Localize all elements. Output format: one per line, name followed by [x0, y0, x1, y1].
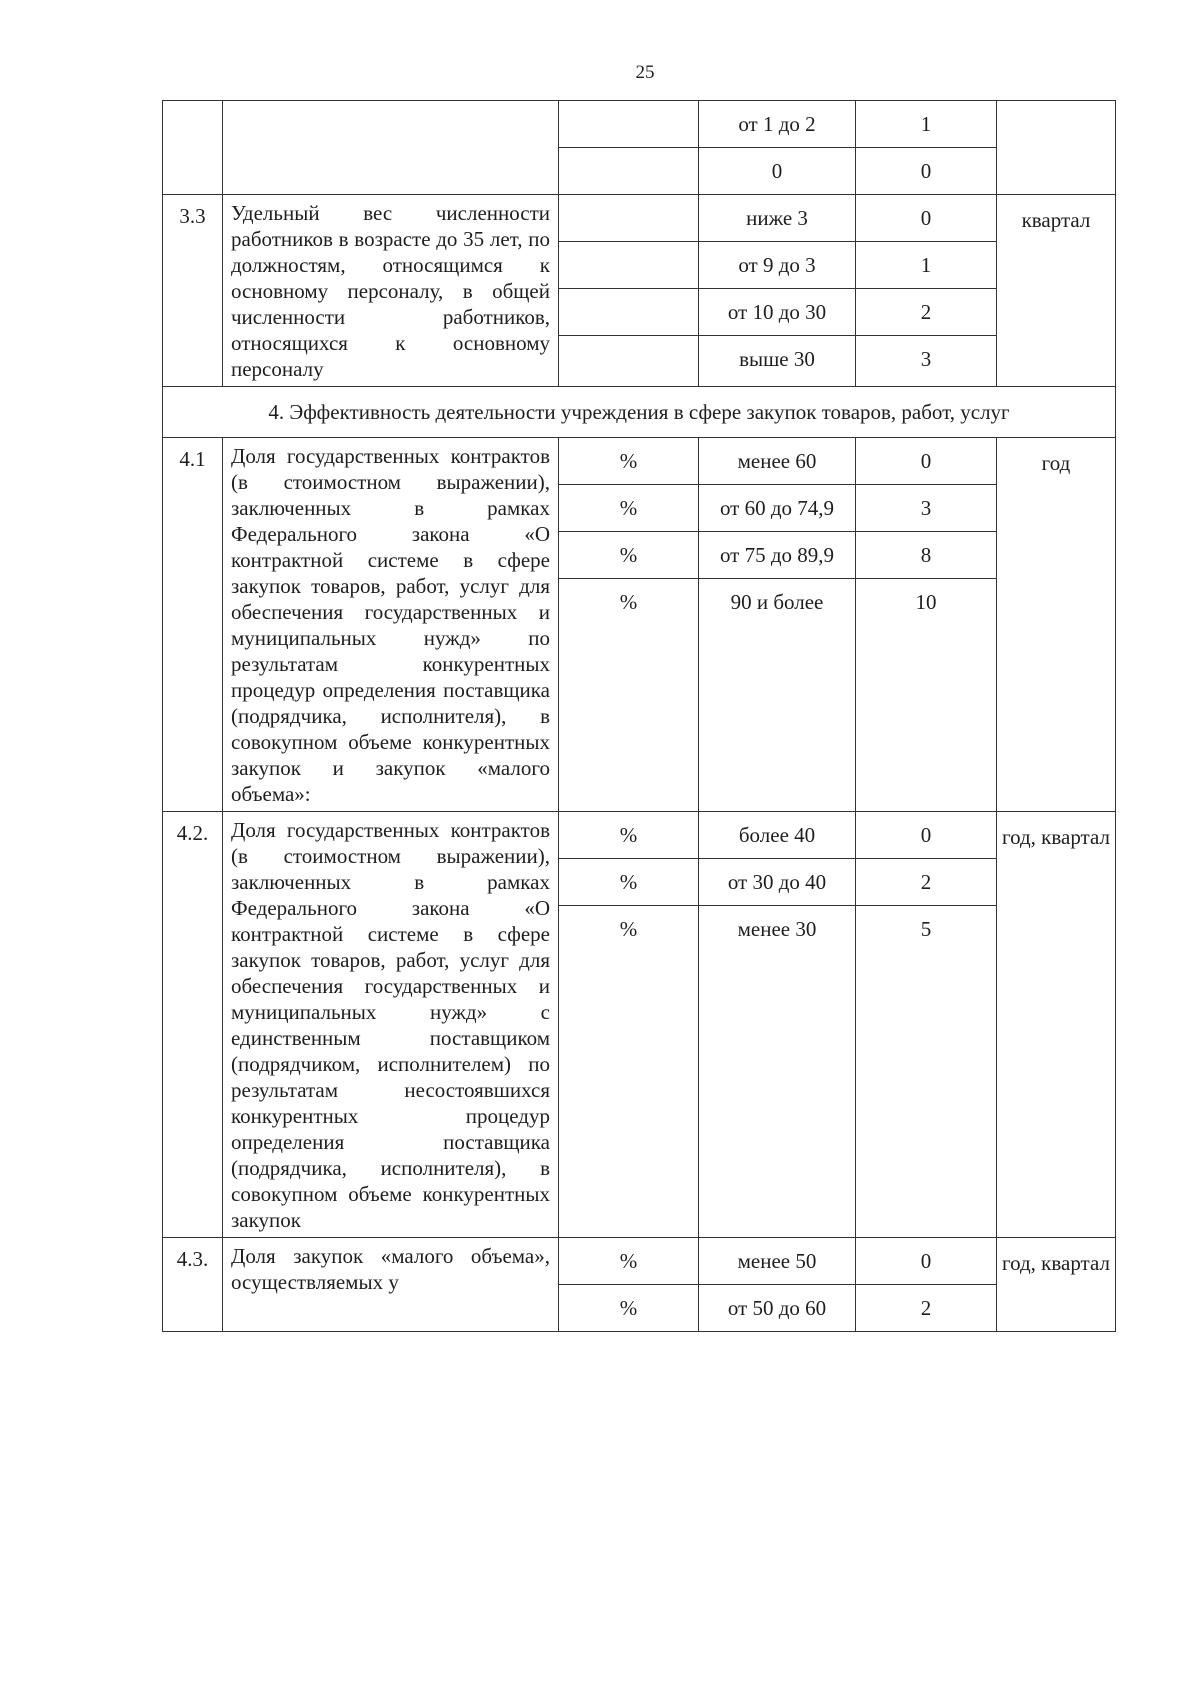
sub-row	[699, 242, 855, 289]
indicators-table	[162, 100, 1116, 1332]
sub-row	[699, 812, 855, 859]
sub-unit	[559, 289, 698, 336]
sub-range: 90 и более	[730, 590, 824, 614]
sub-range: от 50 до 60	[727, 1296, 827, 1320]
sub-range-list	[699, 101, 855, 194]
sub-unit-list	[559, 1238, 698, 1331]
sub-range: от 9 до 3	[699, 242, 855, 289]
sub-row	[699, 438, 855, 485]
sub-score: 0	[856, 438, 996, 485]
sub-range: менее 60	[699, 438, 855, 485]
sub-range: от 30 до 40	[699, 859, 855, 906]
sub-range: более 40	[699, 812, 855, 859]
sub-unit	[559, 101, 698, 148]
sub-unit: %	[559, 485, 698, 532]
sub-unit: %	[619, 1296, 638, 1320]
sub-row	[856, 195, 996, 242]
sub-score-list	[856, 812, 996, 952]
sub-range: выше 30	[739, 347, 815, 371]
sub-row	[699, 148, 855, 195]
sub-score-list	[856, 1238, 996, 1331]
sub-score: 0	[856, 1238, 996, 1285]
sub-score: 0	[856, 195, 996, 242]
sub-score: 3	[920, 347, 932, 371]
section-header-row	[163, 387, 1116, 438]
sub-range-column	[699, 438, 856, 812]
sub-range: от 60 до 74,9	[699, 485, 855, 532]
sub-row	[699, 859, 855, 906]
sub-unit-column	[559, 438, 699, 812]
sub-row	[559, 242, 698, 289]
period-cell: квартал	[997, 195, 1116, 387]
sub-unit	[559, 148, 698, 195]
period-cell: год, квартал	[997, 1238, 1116, 1332]
sub-row	[559, 859, 698, 906]
table-row	[163, 101, 1116, 195]
sub-row	[699, 101, 855, 148]
sub-range: от 75 до 89,9	[699, 532, 855, 579]
sub-row	[559, 1238, 698, 1285]
sub-row	[699, 289, 855, 336]
sub-score: 2	[856, 289, 996, 336]
table-row	[163, 438, 1116, 812]
sub-row	[856, 1238, 996, 1285]
sub-row	[699, 485, 855, 532]
sub-range: от 1 до 2	[699, 101, 855, 148]
sub-row	[699, 336, 855, 383]
sub-row	[559, 579, 698, 626]
sub-row	[856, 812, 996, 859]
sub-row	[856, 532, 996, 579]
sub-unit: %	[559, 812, 698, 859]
sub-score: 1	[856, 101, 996, 148]
sub-score: 0	[920, 159, 932, 183]
indicator-description: Доля государственных контрактов (в стоимостном выражении), заключенных в рамках Федерального закона «О контрактной системе в сфере закупок товаров, работ, услуг для обеспечения государственных и муниципальных нужд» по результатам конкурентных процедур определения поставщика (подрядчика, исполнителя), в совокупном объеме конкурентных закупок и закупок «малого объема»:	[223, 438, 559, 812]
sub-row	[559, 812, 698, 859]
sub-unit-list	[559, 438, 698, 625]
sub-row	[856, 148, 996, 195]
sub-row	[559, 289, 698, 336]
sub-unit-list	[559, 195, 698, 382]
sub-score: 10	[915, 590, 937, 614]
sub-unit	[559, 242, 698, 289]
indicator-number	[163, 101, 223, 195]
indicator-number: 3.3	[163, 195, 223, 387]
indicator-description	[223, 101, 559, 195]
sub-range-list	[699, 195, 855, 382]
table-row	[163, 195, 1116, 387]
sub-row	[699, 195, 855, 242]
sub-unit: %	[619, 917, 638, 941]
sub-unit	[559, 336, 698, 383]
sub-row	[856, 859, 996, 906]
sub-range-column	[699, 195, 856, 387]
sub-unit: %	[559, 1238, 698, 1285]
sub-score-column	[856, 812, 997, 1238]
sub-row	[856, 579, 996, 626]
sub-row	[856, 438, 996, 485]
sub-unit-column	[559, 195, 699, 387]
sub-score-list	[856, 101, 996, 194]
sub-row	[856, 1285, 996, 1332]
sub-unit-column	[559, 812, 699, 1238]
sub-row	[559, 532, 698, 579]
sub-range: менее 30	[737, 917, 817, 941]
sub-row	[559, 906, 698, 953]
period-cell: год	[997, 438, 1116, 812]
sub-score: 3	[856, 485, 996, 532]
sub-score: 2	[920, 1296, 932, 1320]
sub-range: ниже 3	[699, 195, 855, 242]
indicator-number: 4.2.	[163, 812, 223, 1238]
sub-row	[559, 1285, 698, 1332]
sub-row	[559, 485, 698, 532]
sub-row	[856, 485, 996, 532]
sub-score-column	[856, 438, 997, 812]
period-cell	[997, 101, 1116, 195]
sub-range: от 10 до 30	[699, 289, 855, 336]
sub-score-list	[856, 195, 996, 382]
sub-row	[559, 148, 698, 195]
section-title: 4. Эффективность деятельности учреждения в сфере закупок товаров, работ, услуг	[163, 387, 1116, 438]
sub-range-column	[699, 1238, 856, 1332]
sub-score-column	[856, 101, 997, 195]
indicator-description: Доля закупок «малого объема», осуществляемых у	[223, 1238, 559, 1332]
indicator-description: Удельный вес численности работников в возрасте до 35 лет, по должностям, относящимся к основному персоналу, в общей численности работников, относящихся к основному персоналу	[223, 195, 559, 387]
sub-unit-column	[559, 101, 699, 195]
sub-row	[699, 1285, 855, 1332]
sub-range: менее 50	[699, 1238, 855, 1285]
sub-row	[699, 532, 855, 579]
sub-unit-list	[559, 101, 698, 194]
sub-row	[559, 195, 698, 242]
sub-row	[856, 336, 996, 383]
sub-score: 0	[856, 812, 996, 859]
sub-row	[559, 438, 698, 485]
sub-score: 8	[856, 532, 996, 579]
sub-range-list	[699, 812, 855, 952]
page-number: 25	[635, 62, 655, 83]
sub-range-column	[699, 101, 856, 195]
indicator-description: Доля государственных контрактов (в стоимостном выражении), заключенных в рамках Федерального закона «О контрактной системе в сфере закупок товаров, работ, услуг для обеспечения государственных и муниципальных нужд» с единственным поставщиком (подрядчиком, исполнителем) по результатам несостоявшихся конкурентных процедур определения поставщика (подрядчика, исполнителя), в совокупном объеме конкурентных закупок	[223, 812, 559, 1238]
sub-row	[559, 336, 698, 383]
sub-row	[559, 101, 698, 148]
sub-range-list	[699, 438, 855, 625]
sub-score-column	[856, 1238, 997, 1332]
sub-range-list	[699, 1238, 855, 1331]
sub-score-column	[856, 195, 997, 387]
sub-unit-list	[559, 812, 698, 952]
sub-row	[699, 1238, 855, 1285]
sub-unit: %	[559, 438, 698, 485]
table-row	[163, 1238, 1116, 1332]
indicator-number: 4.3.	[163, 1238, 223, 1332]
sub-score: 1	[856, 242, 996, 289]
table-row	[163, 812, 1116, 1238]
sub-unit	[559, 195, 698, 242]
sub-row	[699, 579, 855, 626]
sub-score: 5	[920, 917, 932, 941]
sub-range-column	[699, 812, 856, 1238]
sub-score: 2	[856, 859, 996, 906]
sub-unit: %	[559, 532, 698, 579]
indicator-number: 4.1	[163, 438, 223, 812]
sub-row	[699, 906, 855, 953]
sub-row	[856, 242, 996, 289]
sub-row	[856, 906, 996, 953]
sub-score-list	[856, 438, 996, 625]
sub-unit-column	[559, 1238, 699, 1332]
period-cell: год, квартал	[997, 812, 1116, 1238]
sub-row	[856, 101, 996, 148]
sub-row	[856, 289, 996, 336]
sub-unit: %	[559, 859, 698, 906]
sub-unit: %	[619, 590, 638, 614]
sub-range: 0	[771, 159, 783, 183]
